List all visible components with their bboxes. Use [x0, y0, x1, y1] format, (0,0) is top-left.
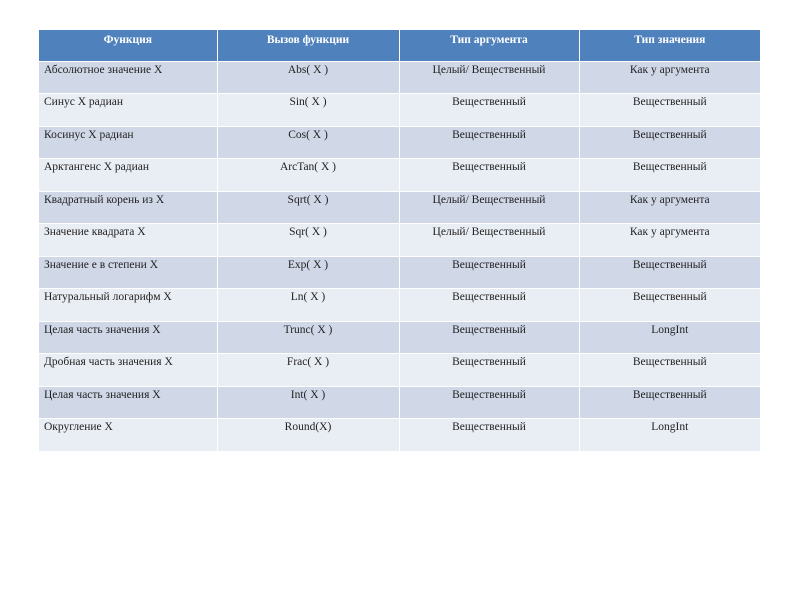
cell-value-type: LongInt	[579, 321, 760, 354]
cell-arg-type: Вещественный	[399, 256, 579, 289]
table-row	[39, 354, 760, 387]
cell-function: Значение е в степени X	[39, 256, 217, 289]
table-row	[39, 386, 760, 419]
table-row	[39, 159, 760, 192]
cell-call: Abs( X )	[217, 61, 399, 94]
cell-call: Sqrt( X )	[217, 191, 399, 224]
table-row	[39, 289, 760, 322]
cell-arg-type: Целый/ Вещественный	[399, 224, 579, 257]
cell-value-type: LongInt	[579, 419, 760, 452]
cell-arg-type: Вещественный	[399, 354, 579, 387]
header-value-type: Тип значения	[579, 30, 760, 61]
cell-function: Синус X радиан	[39, 94, 217, 127]
cell-call: Sqr( X )	[217, 224, 399, 257]
cell-arg-type: Целый/ Вещественный	[399, 61, 579, 94]
table-row	[39, 224, 760, 257]
header-arg-type: Тип аргумента	[399, 30, 579, 61]
cell-value-type: Как у аргумента	[579, 191, 760, 224]
cell-function: Округление X	[39, 419, 217, 452]
cell-arg-type: Вещественный	[399, 159, 579, 192]
table-row	[39, 191, 760, 224]
cell-call: Cos( X )	[217, 126, 399, 159]
cell-function: Значение квадрата X	[39, 224, 217, 257]
cell-value-type: Вещественный	[579, 354, 760, 387]
header-call: Вызов функции	[217, 30, 399, 61]
cell-value-type: Вещественный	[579, 159, 760, 192]
table-header-row	[39, 30, 760, 61]
cell-value-type: Вещественный	[579, 94, 760, 127]
cell-function: Косинус X радиан	[39, 126, 217, 159]
cell-function: Целая часть значения X	[39, 386, 217, 419]
table-body	[39, 61, 760, 451]
table-row	[39, 256, 760, 289]
cell-value-type: Вещественный	[579, 386, 760, 419]
cell-value-type: Как у аргумента	[579, 61, 760, 94]
cell-arg-type: Вещественный	[399, 289, 579, 322]
cell-call: Frac( X )	[217, 354, 399, 387]
cell-call: Ln( X )	[217, 289, 399, 322]
cell-call: Int( X )	[217, 386, 399, 419]
table-row	[39, 419, 760, 452]
cell-arg-type: Вещественный	[399, 126, 579, 159]
table-row	[39, 61, 760, 94]
cell-call: Trunc( X )	[217, 321, 399, 354]
cell-arg-type: Вещественный	[399, 321, 579, 354]
table-row	[39, 94, 760, 127]
cell-call: Sin( X )	[217, 94, 399, 127]
cell-arg-type: Вещественный	[399, 419, 579, 452]
table-row	[39, 321, 760, 354]
cell-value-type: Как у аргумента	[579, 224, 760, 257]
cell-value-type: Вещественный	[579, 289, 760, 322]
header-function: Функция	[39, 30, 217, 61]
cell-arg-type: Целый/ Вещественный	[399, 191, 579, 224]
cell-value-type: Вещественный	[579, 126, 760, 159]
cell-call: Round(X)	[217, 419, 399, 452]
cell-value-type: Вещественный	[579, 256, 760, 289]
cell-function: Целая часть значения X	[39, 321, 217, 354]
cell-call: Exp( X )	[217, 256, 399, 289]
functions-table	[39, 30, 760, 451]
table-row	[39, 126, 760, 159]
cell-arg-type: Вещественный	[399, 94, 579, 127]
cell-function: Квадратный корень из X	[39, 191, 217, 224]
cell-arg-type: Вещественный	[399, 386, 579, 419]
cell-call: ArcTan( X )	[217, 159, 399, 192]
cell-function: Арктангенс X радиан	[39, 159, 217, 192]
cell-function: Дробная часть значения X	[39, 354, 217, 387]
cell-function: Абсолютное значение X	[39, 61, 217, 94]
cell-function: Натуральный логарифм X	[39, 289, 217, 322]
